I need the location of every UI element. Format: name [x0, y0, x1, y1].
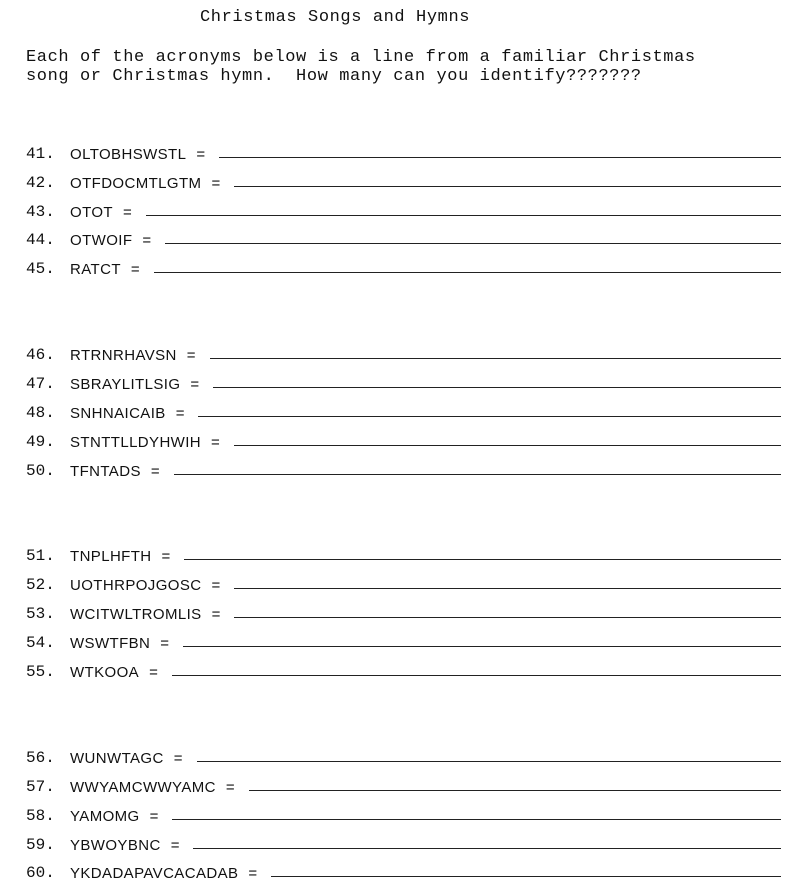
quiz-item — [26, 834, 781, 856]
answer-line[interactable] — [154, 258, 781, 273]
item-acronym: RTRNRHAVSN — [70, 346, 177, 364]
answer-line[interactable] — [210, 344, 781, 359]
item-number: 52. — [26, 576, 55, 594]
instructions-line-2: song or Christmas hymn. How many can you identify??????? — [26, 67, 642, 86]
answer-line[interactable] — [213, 373, 781, 388]
answer-line[interactable] — [165, 229, 781, 244]
item-number: 46. — [26, 346, 55, 364]
item-number: 58. — [26, 807, 55, 825]
equals-sign: = — [211, 433, 220, 451]
answer-line[interactable] — [197, 747, 781, 762]
item-number: 41. — [26, 145, 55, 163]
quiz-item — [26, 143, 781, 165]
item-number: 42. — [26, 174, 55, 192]
equals-sign: = — [173, 749, 183, 767]
answer-line[interactable] — [184, 545, 781, 560]
item-acronym: WSWTFBN — [70, 634, 151, 652]
equals-sign: = — [161, 547, 171, 565]
item-acronym: WWYAMCWWYAMC — [70, 778, 216, 796]
item-acronym: WUNWTAGC — [70, 749, 164, 767]
answer-line[interactable] — [271, 862, 781, 877]
item-acronym: OTWOIF — [70, 231, 133, 249]
item-number: 53. — [26, 605, 55, 623]
quiz-item — [26, 747, 781, 769]
item-acronym: WCITWLTROMLIS — [70, 605, 202, 623]
quiz-item — [26, 776, 781, 798]
item-acronym: OLTOBHSWSTL — [70, 145, 187, 163]
item-number: 51. — [26, 547, 55, 565]
item-acronym: SBRAYLITLSIG — [70, 375, 181, 393]
item-number: 60. — [26, 864, 55, 882]
quiz-item — [26, 373, 781, 395]
quiz-item — [26, 229, 781, 251]
equals-sign: = — [150, 462, 160, 480]
quiz-item — [26, 574, 781, 596]
equals-sign: = — [142, 231, 152, 249]
item-acronym: OTFDOCMTLGTM — [70, 174, 202, 192]
equals-sign: = — [160, 634, 170, 652]
answer-line[interactable] — [172, 805, 781, 820]
item-number: 45. — [26, 260, 55, 278]
equals-sign: = — [170, 836, 180, 854]
answer-line[interactable] — [193, 834, 781, 849]
item-number: 43. — [26, 203, 55, 221]
equals-sign: = — [211, 605, 221, 623]
item-number: 56. — [26, 749, 55, 767]
quiz-item — [26, 805, 781, 827]
quiz-item — [26, 603, 781, 625]
item-acronym: YAMOMG — [70, 807, 140, 825]
equals-sign: = — [248, 864, 258, 882]
item-number: 55. — [26, 663, 55, 681]
equals-sign: = — [186, 346, 196, 364]
item-acronym: TNPLHFTH — [70, 547, 152, 565]
item-acronym: RATCT — [70, 260, 121, 278]
quiz-item — [26, 632, 781, 654]
quiz-item — [26, 402, 781, 424]
instructions-line-1: Each of the acronyms below is a line from a familiar Christmas — [26, 48, 696, 67]
item-number: 49. — [26, 433, 55, 451]
equals-sign: = — [190, 375, 200, 393]
equals-sign: = — [211, 174, 221, 192]
quiz-item — [26, 431, 781, 453]
equals-sign: = — [149, 807, 159, 825]
equals-sign: = — [211, 576, 221, 594]
instructions — [26, 48, 786, 86]
quiz-item — [26, 201, 781, 223]
answer-line[interactable] — [234, 574, 781, 589]
equals-sign: = — [149, 663, 158, 681]
equals-sign: = — [123, 203, 132, 221]
quiz-item — [26, 862, 781, 884]
item-acronym: WTKOOA — [70, 663, 140, 681]
equals-sign: = — [225, 778, 235, 796]
quiz-item — [26, 258, 781, 280]
item-number: 59. — [26, 836, 55, 854]
item-acronym: TFNTADS — [70, 462, 141, 480]
answer-line[interactable] — [183, 632, 781, 647]
item-number: 57. — [26, 778, 55, 796]
equals-sign: = — [175, 404, 185, 422]
item-acronym: YBWOYBNC — [70, 836, 161, 854]
quiz-item — [26, 460, 781, 482]
answer-line[interactable] — [234, 431, 781, 446]
quiz-item — [26, 344, 781, 366]
item-acronym: SNHNAICAIB — [70, 404, 166, 422]
quiz-item — [26, 172, 781, 194]
item-number: 54. — [26, 634, 55, 652]
answer-line[interactable] — [198, 402, 781, 417]
answer-line[interactable] — [234, 603, 781, 618]
answer-line[interactable] — [219, 143, 781, 158]
item-number: 47. — [26, 375, 55, 393]
equals-sign: = — [130, 260, 140, 278]
item-acronym: STNTTLLDYHWIH — [70, 433, 202, 451]
quiz-item — [26, 661, 781, 683]
item-acronym: YKDADAPAVCACADAB — [70, 864, 239, 882]
answer-line[interactable] — [249, 776, 781, 791]
item-acronym: UOTHRPOJGOSC — [70, 576, 202, 594]
item-number: 48. — [26, 404, 55, 422]
quiz-item — [26, 545, 781, 567]
answer-line[interactable] — [234, 172, 781, 187]
answer-line[interactable] — [174, 460, 781, 475]
equals-sign: = — [196, 145, 206, 163]
item-number: 50. — [26, 462, 55, 480]
answer-line[interactable] — [146, 201, 781, 216]
item-number: 44. — [26, 231, 55, 249]
answer-line[interactable] — [172, 661, 781, 676]
page-title: Christmas Songs and Hymns — [200, 8, 471, 27]
item-acronym: OTOT — [70, 203, 113, 221]
